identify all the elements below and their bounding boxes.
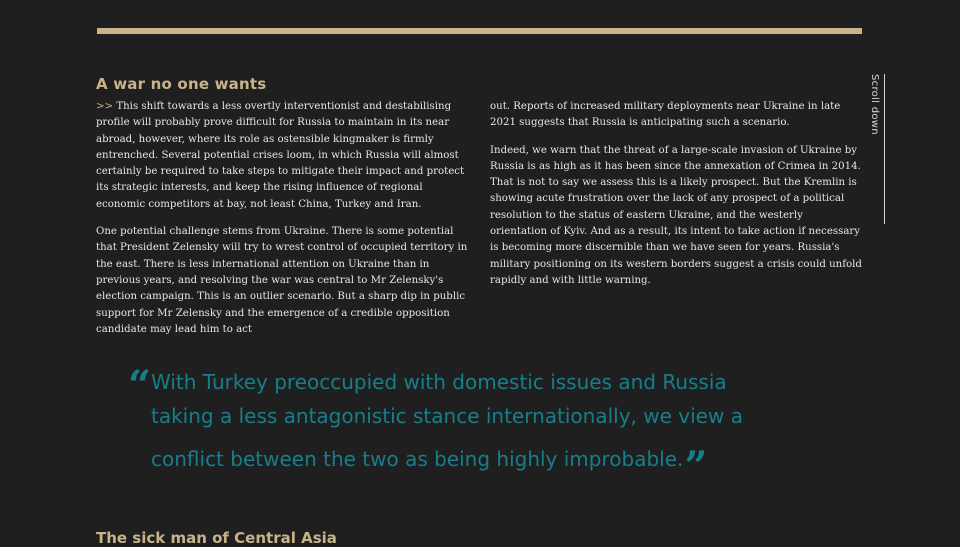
top-divider (97, 28, 862, 34)
close-quote-icon: ” (684, 443, 708, 490)
scroll-line (884, 74, 885, 224)
scroll-down-label[interactable]: Scroll down (869, 74, 880, 135)
article-paragraph: One potential challenge stems from Ukraine. There is some potential that President Zelensky will try to wrest control of occupied territory in the east. There is less international attention on Ukraine than in previous years, and resolving the war was central to Mr Zelensky's election campaign. This is an outlier scenario. But a sharp dip in public support for Mr Zelensky and the emergence of a credible opposition candidate may lead him to act (96, 226, 468, 335)
next-section-heading: The sick man of Central Asia (96, 529, 337, 547)
section-heading: A war no one wants (96, 75, 267, 93)
quote-body: With Turkey preoccupied with domestic issues and Russia taking a less antagonistic stance internationally, we view a conflict between the two as being highly improbable. (151, 370, 743, 471)
article-column-left (96, 99, 470, 349)
scroll-down-indicator[interactable] (864, 74, 886, 224)
lead-marker: >> (96, 101, 114, 112)
paragraph-text: This shift towards a less overtly interventionist and destabilising profile will probably prove difficult for Russia to maintain in its near abroad, however, where its role as ostensible kingmaker is firmly entrenched. Several potential crises loom, in which Russia will almost certainly be required to take steps to mitigate their impact and protect its strategic interests, and keep the rising influence of regional economic competitors at bay, not least China, Turkey and Iran. (96, 101, 465, 210)
article-paragraph: Indeed, we warn that the threat of a large-scale invasion of Ukraine by Russia is as high as it has been since the annexation of Crimea in 2014. That is not to say we assess this is a likely prospect. But the Kremlin is showing acute frustration over the lack of any prospect of a political resolution to the status of eastern Ukraine, and the westerly orientation of Kyiv. And as a result, its intent to take action if necessary is becoming more discernible than we have seen for years. Russia's military positioning on its western borders suggest a crisis could unfold rapidly and with little warning. (490, 144, 862, 286)
article-column-right (490, 99, 862, 300)
pull-quote-text (151, 366, 768, 490)
open-quote-icon: “ (128, 362, 152, 409)
pull-quote (128, 362, 768, 490)
article-paragraph (96, 99, 470, 213)
article-paragraph: out. Reports of increased military deployments near Ukraine in late 2021 suggests that Russia is anticipating such a scenario. (490, 101, 841, 129)
